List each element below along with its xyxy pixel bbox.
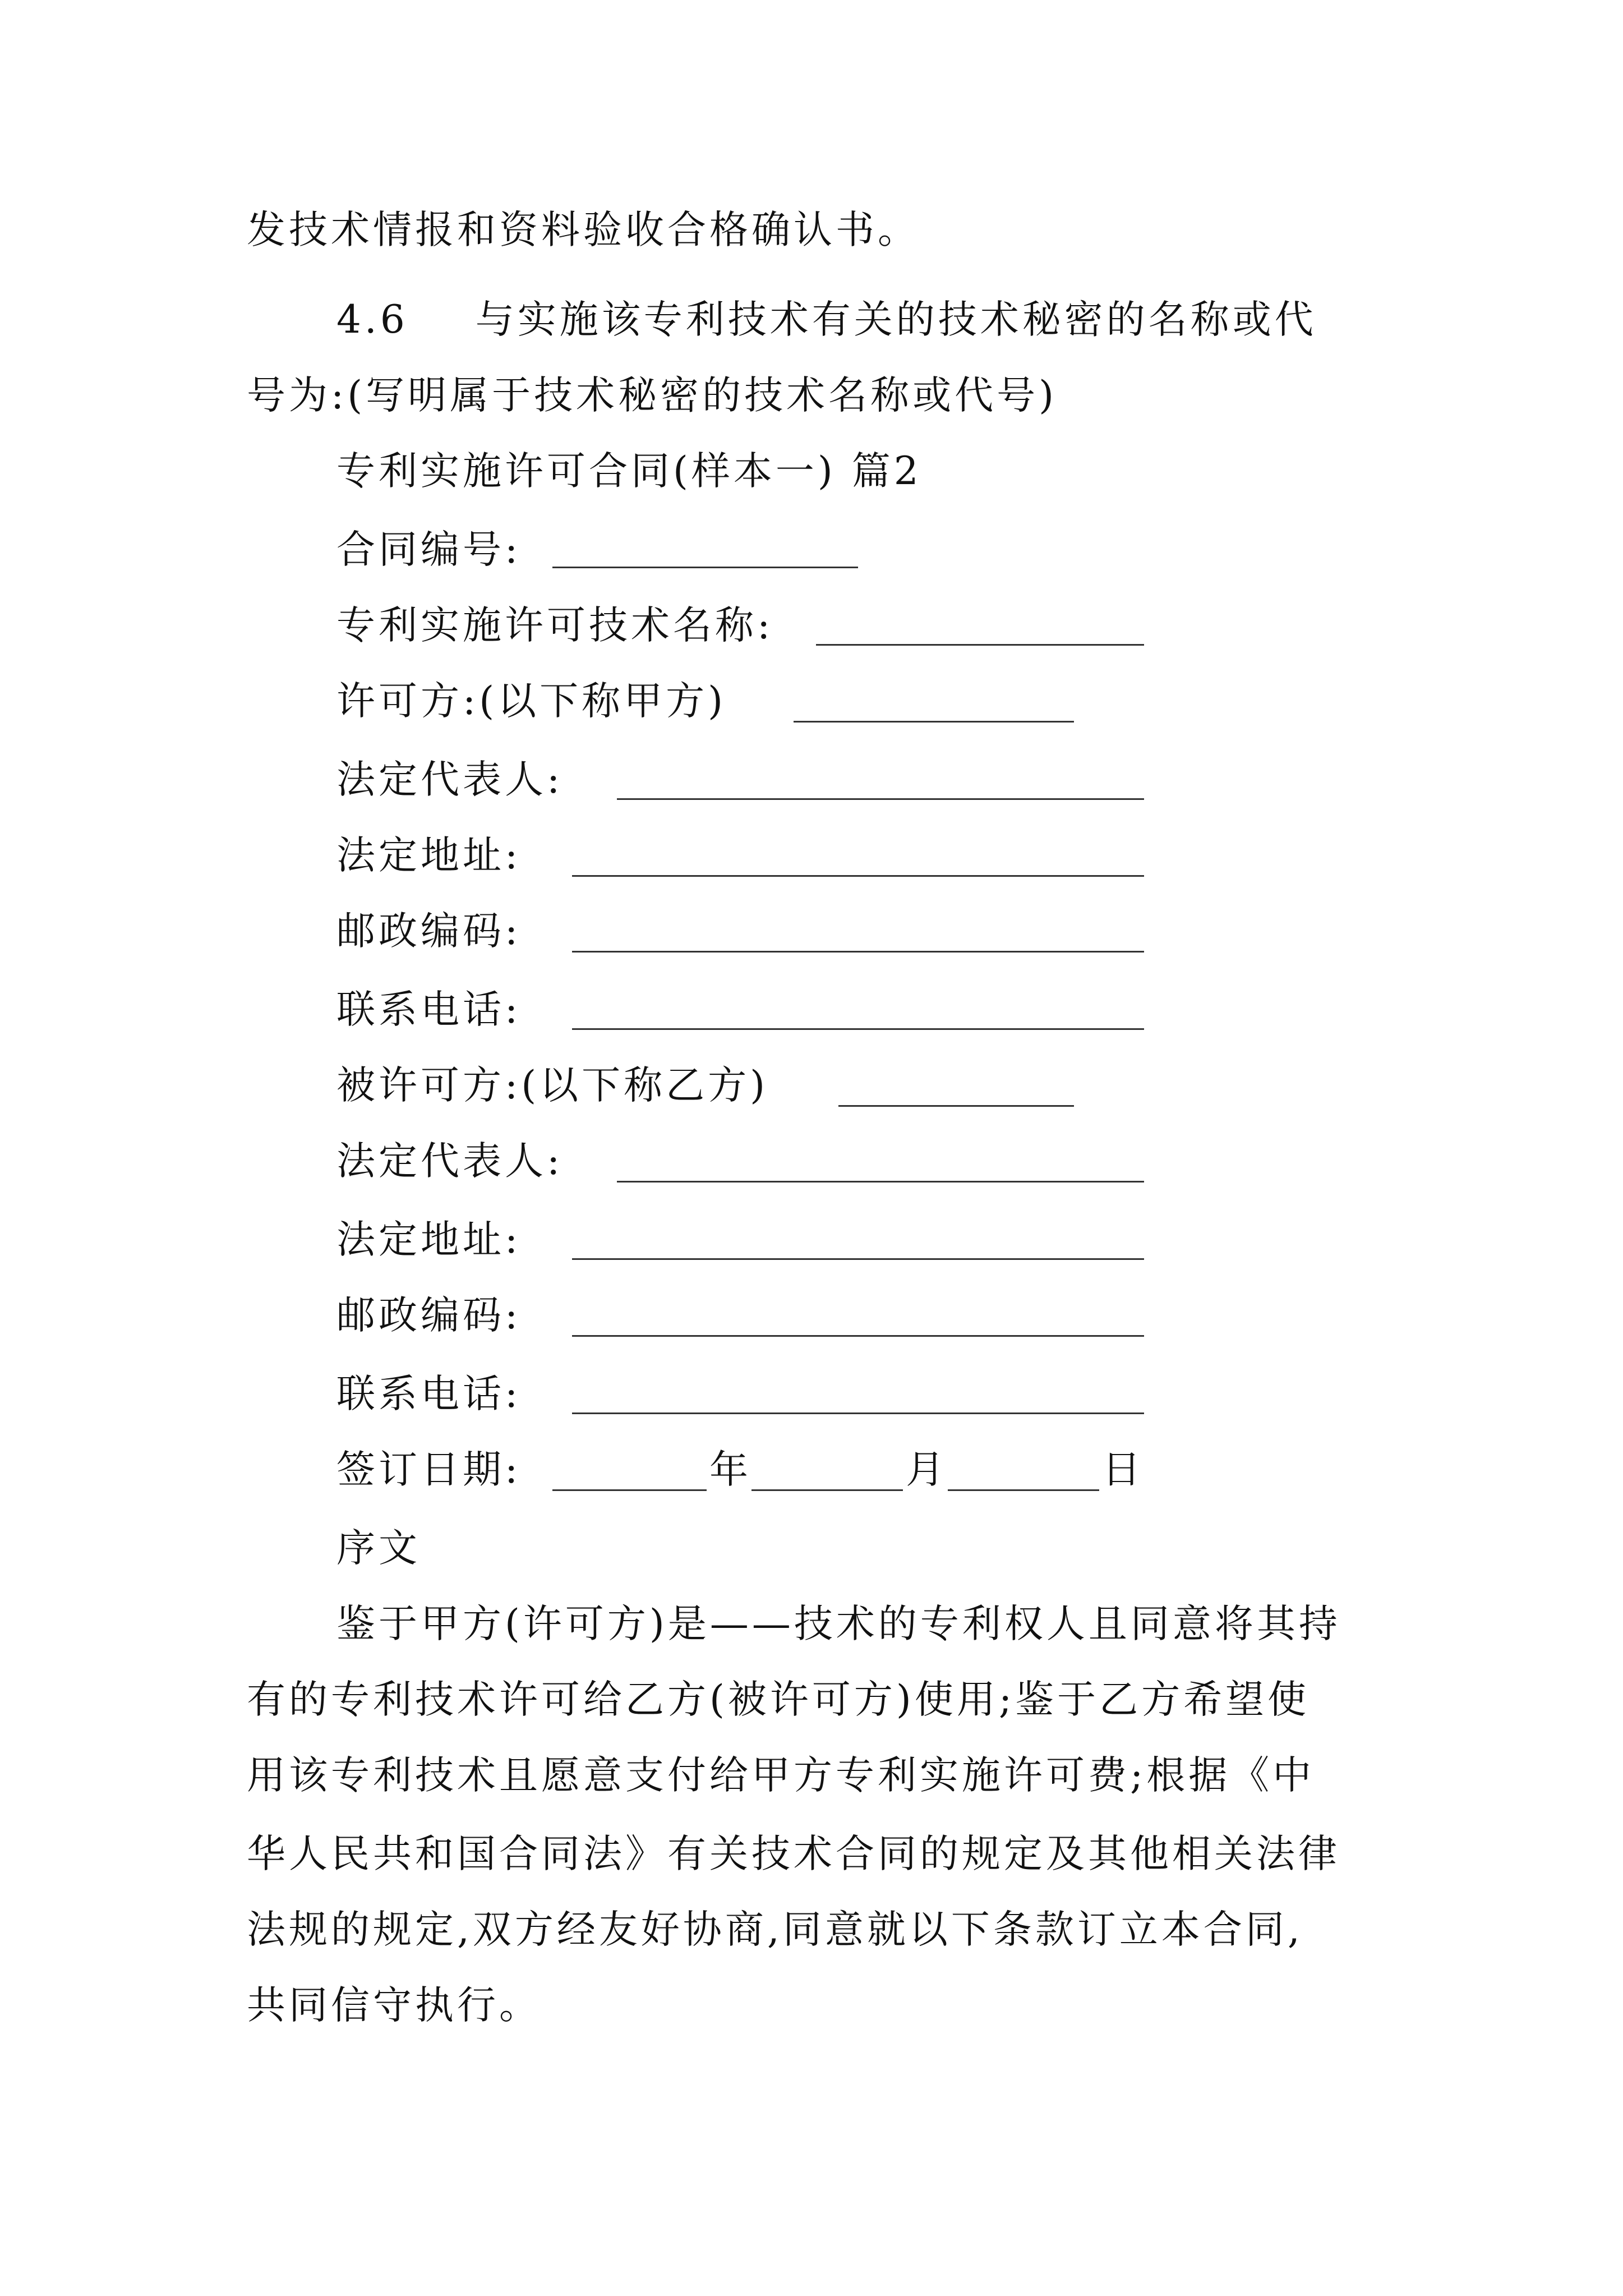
licensor-phone-label: 联系电话:	[336, 987, 522, 1032]
section-title: 专利实施许可合同(样本一) 篇2	[336, 449, 922, 494]
preface-line: 用该专利技术且愿意支付给甲方专利实施许可费;根据《中	[247, 1753, 1315, 1798]
contract-no-blank[interactable]	[552, 567, 858, 568]
licensee-postcode-label: 邮政编码:	[336, 1293, 522, 1338]
preface-line: 鉴于甲方(许可方)是——技术的专利权人且同意将其持	[336, 1602, 1341, 1646]
licensee-rep-label: 法定代表人:	[336, 1139, 564, 1184]
tech-name-label: 专利实施许可技术名称:	[336, 603, 774, 648]
day-label: 日	[1102, 1447, 1144, 1492]
month-label: 月	[906, 1447, 948, 1492]
licensee-address-blank[interactable]	[572, 1258, 1144, 1260]
licensee-address-label: 法定地址:	[336, 1217, 522, 1262]
sign-date-label: 签订日期:	[336, 1447, 522, 1492]
paragraph-line: 发技术情报和资料验收合格确认书。	[247, 208, 920, 252]
licensor-postcode-label: 邮政编码:	[336, 909, 522, 954]
sign-month-blank[interactable]	[751, 1489, 903, 1491]
sign-year-blank[interactable]	[552, 1489, 707, 1491]
licensor-phone-blank[interactable]	[572, 1028, 1144, 1030]
licensee-rep-blank[interactable]	[617, 1181, 1144, 1182]
licensor-address-blank[interactable]	[572, 875, 1144, 877]
sign-day-blank[interactable]	[948, 1489, 1099, 1491]
preface-line: 法规的规定,双方经友好协商,同意就以下条款订立本合同,	[247, 1907, 1303, 1952]
tech-name-blank[interactable]	[816, 644, 1144, 646]
licensee-postcode-blank[interactable]	[572, 1335, 1144, 1337]
preface-line: 共同信守执行。	[247, 1983, 541, 2028]
licensee-blank[interactable]	[838, 1105, 1074, 1107]
clause-text: 与实施该专利技术有关的技术秘密的名称或代	[475, 297, 1317, 342]
year-label: 年	[709, 1447, 751, 1492]
preface-line: 有的专利技术许可给乙方(被许可方)使用;鉴于乙方希望使	[247, 1677, 1310, 1722]
contract-no-label: 合同编号:	[336, 527, 522, 572]
licensor-rep-label: 法定代表人:	[336, 757, 564, 802]
licensee-label: 被许可方:(以下称乙方)	[336, 1063, 769, 1108]
licensor-postcode-blank[interactable]	[572, 951, 1144, 953]
preface-heading: 序文	[336, 1526, 421, 1571]
licensee-phone-label: 联系电话:	[336, 1372, 522, 1416]
clause-4-6-line1	[336, 292, 1317, 348]
licensee-phone-blank[interactable]	[572, 1412, 1144, 1414]
licensor-rep-blank[interactable]	[617, 798, 1144, 800]
clause-number: 4.6	[336, 297, 408, 342]
preface-line: 华人民共和国合同法》有关技术合同的规定及其他相关法律	[247, 1832, 1340, 1876]
licensor-address-label: 法定地址:	[336, 833, 522, 878]
licensor-label: 许可方:(以下称甲方)	[336, 679, 727, 724]
clause-4-6-line2: 号为:(写明属于技术秘密的技术名称或代号)	[247, 373, 1058, 418]
licensor-blank[interactable]	[794, 721, 1074, 723]
